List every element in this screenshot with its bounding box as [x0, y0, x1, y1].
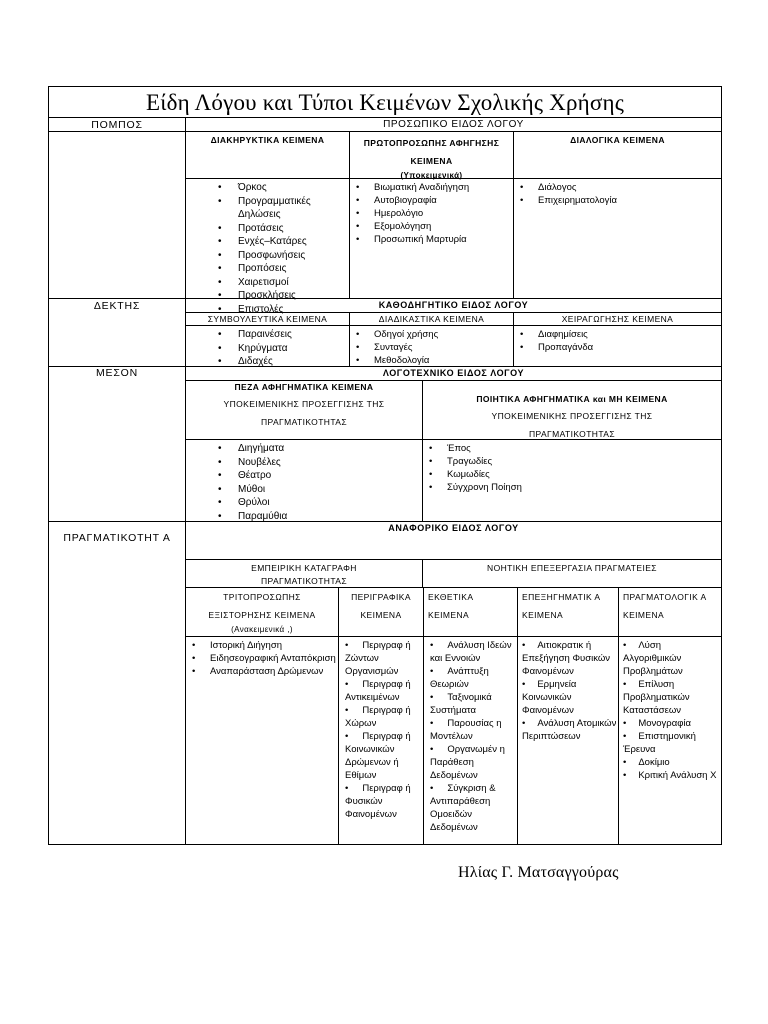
list-item: • Προπόσεις [186, 262, 349, 276]
list-item: • Ανάλυση Ιδεών και Εννοιών [424, 639, 517, 665]
list-item: • Σύγκριση & Αντιπαράθεση Ομοειδών Δεδομένων [424, 782, 517, 834]
list-item: • Βιωματική Αναδιήγηση [350, 181, 513, 194]
list-item: • Οδηγοί χρήσης [350, 328, 513, 341]
list-item: • Μεθοδολογία [350, 354, 513, 367]
dialogic-texts-heading: ΔΙΑΛΟΓΙΚΑ ΚΕΙΜΕΝΑ [570, 135, 665, 145]
list-item: • Περιγραφ ή Ζώντων Οργανισμών [339, 639, 423, 678]
list-item: • Ερμηνεία Κοινωνικών Φαινομένων [518, 678, 618, 717]
document-title: Είδη Λόγου και Τύποι Κειμένων Σχολικής Χρήσης [49, 87, 721, 118]
list-item: • Οργανωμέν η Παράθεση Δεδομένων [424, 743, 517, 782]
list-item: • Ενχές–Κατάρες [186, 235, 349, 249]
list-item: • Διηγήματα [186, 442, 422, 456]
list-item: • Δοκίμιο [619, 756, 721, 769]
advisory-texts-heading: ΣΥΜΒΟΥΛΕΥΤΙΚΑ ΚΕΙΜΕΝΑ [207, 314, 328, 324]
list-item: • Περιγραφ ή Κοινωνικών Δρώμενων ή Εθίμων [339, 730, 423, 782]
manipulation-list [514, 326, 721, 356]
manipulation-texts-heading: ΧΕΙΡΑΓΩΓΗΣΗΣ ΚΕΙΜΕΝΑ [561, 314, 674, 324]
non-subjective-subheading: (Ανακειμενικά ,) [231, 625, 293, 634]
list-item: • Ανάπτυξη Θεωριών [424, 665, 517, 691]
declarative-texts-heading: ΔΙΑΚΗΡΥΚΤΙΚΑ ΚΕΙΜΕΝΑ [210, 135, 325, 145]
list-item: • Αυτοβιογραφία [350, 194, 513, 207]
poetic-approach-subheading: ΥΠΟΚΕΙΜΕΝΙΚΗΣ ΠΡΟΣΕΓΓΙΣΗΣ ΤΗΣ ΠΡΑΓΜΑΤΙΚΟΤΗΤΑΣ [491, 411, 653, 439]
list-item: • Παρουσίας η Μοντέλων [424, 717, 517, 743]
descriptive-heading: ΠΕΡΙΓΡΑΦΙΚΑ ΚΕΙΜΕΝΑ [351, 592, 411, 620]
list-item: • Προτάσεις [186, 222, 349, 236]
sender-header-row [49, 118, 721, 132]
list-item: • Περιγραφ ή Χώρων [339, 704, 423, 730]
list-item: • Προγραμματικές Δηλώσεις [186, 195, 349, 222]
list-item: • Προσκλήσεις [186, 289, 349, 303]
directive-discourse-bar: ΚΑΘΟΔΗΓΗΤΙΚΟ ΕΙΔΟΣ ΛΟΓΟΥ [186, 299, 721, 313]
poetic-list [423, 440, 721, 496]
referential-discourse-bar: ΑΝΑΦΟΡΙΚΟ ΕΙΔΟΣ ΛΟΓΟΥ [186, 522, 721, 560]
list-item: • Τραγωδίες [423, 455, 721, 468]
literary-discourse-bar: ΛΟΓΟΤΕΧΝΙΚΟ ΕΙΔΟΣ ΛΟΓΟΥ [186, 367, 721, 381]
third-person-heading: ΤΡΙΤΟΠΡΟΣΩΠΗΣ ΕΞΙΣΤΟΡΗΣΗΣ ΚΕΙΜΕΝΑ [208, 592, 316, 620]
receiver-label: ΔΕΚΤΗΣ [49, 299, 186, 366]
medium-section [49, 367, 721, 522]
third-person-list [186, 637, 338, 680]
list-item: • Επιστημονική Έρευνα [619, 730, 721, 756]
list-item: • Επίλυση Προβληματικών Καταστάσεων [619, 678, 721, 717]
classification-table [48, 86, 722, 845]
sender-blank-cell [49, 132, 186, 298]
list-item: • Συνταγές [350, 341, 513, 354]
list-item: • Νουβέλες [186, 456, 422, 470]
medium-label: ΜΕΣΟΝ [49, 367, 186, 521]
cognitive-processing-heading: ΝΟΗΤΙΚΗ ΕΠΕΞΕΡΓΑΣΙΑ ΠΡΑΓΜΑΤΕΙΕΣ [487, 563, 657, 573]
list-item: • Λύση Αλγοριθμικών Προβλημάτων [619, 639, 721, 678]
sender-label: ΠΟΜΠΟΣ [49, 118, 186, 131]
list-item: • Αναπαράσταση Δρώμενων [186, 665, 338, 678]
explanatory-heading: ΕΠΕΞΗΓΗΜΑΤΙΚ Α ΚΕΙΜΕΝΑ [522, 592, 600, 620]
list-item: • Παραμύθια [186, 510, 422, 524]
list-item: • Ιστορική Διήγηση [186, 639, 338, 652]
author-signature: Ηλίας Γ. Ματσαγγούρας [458, 864, 619, 881]
list-item: • Θρύλοι [186, 496, 422, 510]
list-item: • Περιγραφ ή Αντικειμένων [339, 678, 423, 704]
list-item: • Κωμωδίες [423, 468, 721, 481]
explanatory-list [518, 637, 618, 745]
descriptive-list [339, 637, 423, 823]
declarative-list [186, 179, 349, 318]
list-item: • Ημερολόγιο [350, 207, 513, 220]
receiver-section [49, 299, 721, 367]
list-item: • Όρκος [186, 181, 349, 195]
list-item: • Διαφημίσεις [514, 328, 721, 341]
subjective-subheading: (Υποκειμενικά) [400, 171, 463, 180]
prose-list [186, 440, 422, 525]
list-item: • Σύγχρονη Ποίηση [423, 481, 721, 494]
list-item: • Προσφωνήσεις [186, 249, 349, 263]
list-item: • Προπαγάνδα [514, 341, 721, 354]
list-item: • Μονογραφία [619, 717, 721, 730]
poetic-narrative-heading: ΠΟΙΗΤΙΚΑ ΑΦΗΓΗΜΑΤΙΚΑ και ΜΗ ΚΕΙΜΕΝΑ [476, 394, 668, 404]
narrative-list [350, 179, 513, 248]
list-item: • Ανάλυση Ατομικών Περιπτώσεων [518, 717, 618, 743]
list-item: • Κηρύγματα [186, 342, 349, 356]
dialogic-list [514, 179, 721, 209]
list-item: • Ειδησεογραφική Ανταπόκριση [186, 652, 338, 665]
procedural-texts-heading: ΔΙΑΔΙΚΑΣΤΙΚΑ ΚΕΙΜΕΝΑ [378, 314, 485, 324]
list-item: • Επιστολές [186, 303, 349, 317]
reality-label: ΠΡΑΓΜΑΤΙΚΟΤΗΤ Α [49, 522, 186, 844]
factual-list [619, 637, 721, 784]
empirical-recording-heading: ΕΜΠΕΙΡΙΚΗ ΚΑΤΑΓΡΑΦΗ ΠΡΑΓΜΑΤΙΚΟΤΗΤΑΣ [251, 563, 357, 586]
list-item: • Επιχειρηματολογία [514, 194, 721, 207]
expository-list [424, 637, 517, 836]
expository-heading: ΕΚΘΕΤΙΚΑ ΚΕΙΜΕΝΑ [428, 592, 473, 620]
list-item: • Εξομολόγηση [350, 220, 513, 233]
list-item: • Κριτική Ανάλυση Χ [619, 769, 721, 782]
personal-discourse-bar: ΠΡΟΣΩΠΙΚΟ ΕΙΔΟΣ ΛΟΓΟΥ [383, 119, 524, 130]
list-item: • Περιγραφ ή Φυσικών Φαινομένων [339, 782, 423, 821]
list-item: • Ταξινομικά Συστήματα [424, 691, 517, 717]
reality-section [49, 522, 721, 844]
list-item: • Χαιρετισμοί [186, 276, 349, 290]
procedural-list [350, 326, 513, 369]
list-item: • Μύθοι [186, 483, 422, 497]
list-item: • Διδαχές [186, 355, 349, 369]
list-item: • Προσωπική Μαρτυρία [350, 233, 513, 246]
list-item: • Διάλογος [514, 181, 721, 194]
list-item: • Αιτιοκρατικ ή Επεξήγηση Φυσικών Φαινομένων [518, 639, 618, 678]
prose-approach-subheading: ΥΠΟΚΕΙΜΕΝΙΚΗΣ ΠΡΟΣΕΓΓΙΣΗΣ ΤΗΣ ΠΡΑΓΜΑΤΙΚΟΤΗΤΑΣ [223, 399, 385, 427]
factual-heading: ΠΡΑΓΜΑΤΟΛΟΓΙΚ Α ΚΕΙΜΕΝΑ [623, 592, 707, 620]
prose-narrative-heading: ΠΕΖΑ ΑΦΗΓΗΜΑΤΙΚΑ ΚΕΙΜΕΝΑ [234, 382, 374, 392]
advisory-list [186, 326, 349, 371]
first-person-narrative-heading: ΠΡΩΤΟΠΡΟΣΩΠΗΣ ΑΦΗΓΗΣΗΣ ΚΕΙΜΕΝΑ [363, 138, 500, 166]
list-item: • Θέατρο [186, 469, 422, 483]
list-item: • Παραινέσεις [186, 328, 349, 342]
list-item: • Έπος [423, 442, 721, 455]
